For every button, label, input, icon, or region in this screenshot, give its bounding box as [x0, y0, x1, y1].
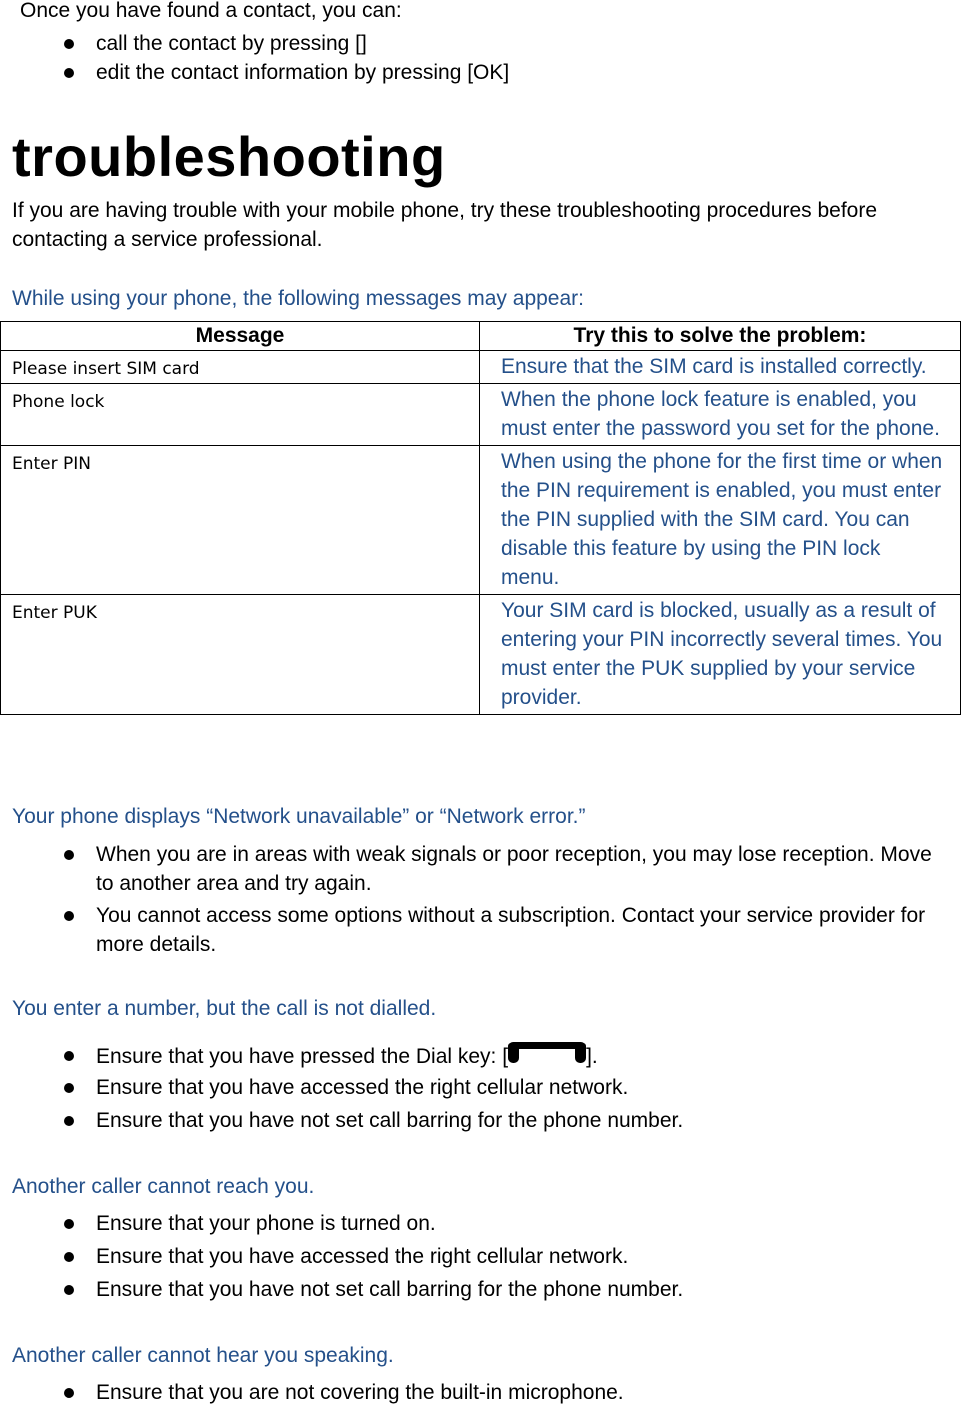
message-cell: Enter PIN — [1, 446, 480, 595]
hear-bullet-list — [0, 1378, 940, 1407]
section-heading-network: Your phone displays “Network unavailable” or “Network error.” — [12, 805, 586, 828]
bullet-icon — [64, 1388, 74, 1398]
list-item: Ensure that you are not covering the built-in microphone. — [0, 1378, 940, 1407]
list-item: Ensure that you have not set call barring for the phone number. — [0, 1275, 940, 1304]
reach-bullet-list — [0, 1209, 940, 1304]
messages-intro: While using your phone, the following messages may appear: — [12, 287, 584, 310]
section-heading-hear: Another caller cannot hear you speaking. — [12, 1344, 394, 1367]
dial-bullet-list — [0, 1040, 940, 1135]
intro-bullet-list — [0, 29, 509, 87]
column-header-message: Message — [1, 322, 480, 351]
dial-key-icon — [508, 1041, 586, 1065]
network-bullet-list — [0, 840, 940, 959]
message-cell: Enter PUK — [1, 595, 480, 715]
bullet-icon — [64, 68, 74, 78]
message-cell: Please insert SIM card — [1, 351, 480, 384]
bullet-icon — [64, 1051, 74, 1061]
column-header-solution: Try this to solve the problem: — [480, 322, 961, 351]
table-row — [1, 351, 961, 384]
list-item: Ensure that your phone is turned on. — [0, 1209, 940, 1238]
bullet-icon — [64, 911, 74, 921]
message-cell: Phone lock — [1, 384, 480, 446]
table-header-row — [1, 322, 961, 351]
bullet-icon — [64, 850, 74, 860]
section-heading-dial: You enter a number, but the call is not dialled. — [12, 997, 437, 1020]
section-heading-reach: Another caller cannot reach you. — [12, 1175, 315, 1198]
list-item: You cannot access some options without a subscription. Contact your service provider for more details. — [0, 901, 940, 959]
list-item: Ensure that you have accessed the right cellular network. — [0, 1073, 940, 1102]
list-item: Ensure that you have accessed the right cellular network. — [0, 1242, 940, 1271]
table-row — [1, 384, 961, 446]
list-item: When you are in areas with weak signals or poor reception, you may lose reception. Move to another area and try again. — [0, 840, 940, 898]
solution-cell: Ensure that the SIM card is installed correctly. — [480, 351, 961, 384]
list-item: edit the contact information by pressing [OK] — [0, 58, 509, 87]
bullet-icon — [64, 1083, 74, 1093]
bullet-icon — [64, 1252, 74, 1262]
list-item: Ensure that you have not set call barring for the phone number. — [0, 1106, 940, 1135]
bullet-icon — [64, 1219, 74, 1229]
list-item: call the contact by pressing [] — [0, 29, 509, 58]
page-title: troubleshooting — [12, 125, 446, 188]
table-row — [1, 446, 961, 595]
intro-text: Once you have found a contact, you can: — [20, 0, 402, 22]
list-item: Ensure that you have pressed the Dial key: [ ]. — [0, 1040, 940, 1073]
intro-paragraph: If you are having trouble with your mobile phone, try these troubleshooting procedures before contacting a service professional. — [12, 199, 878, 251]
bullet-icon — [64, 1116, 74, 1126]
solution-cell: When using the phone for the first time or when the PIN requirement is enabled, you must enter the PIN supplied with the SIM card. You can disable this feature by using the PIN lock menu. — [480, 446, 961, 595]
table-row — [1, 595, 961, 715]
solution-cell: When the phone lock feature is enabled, you must enter the password you set for the phone. — [480, 384, 961, 446]
troubleshooting-table — [0, 321, 961, 715]
bullet-icon — [64, 39, 74, 49]
solution-cell: Your SIM card is blocked, usually as a result of entering your PIN incorrectly several times. You must enter the PUK supplied by your service provider. — [480, 595, 961, 715]
bullet-icon — [64, 1285, 74, 1295]
